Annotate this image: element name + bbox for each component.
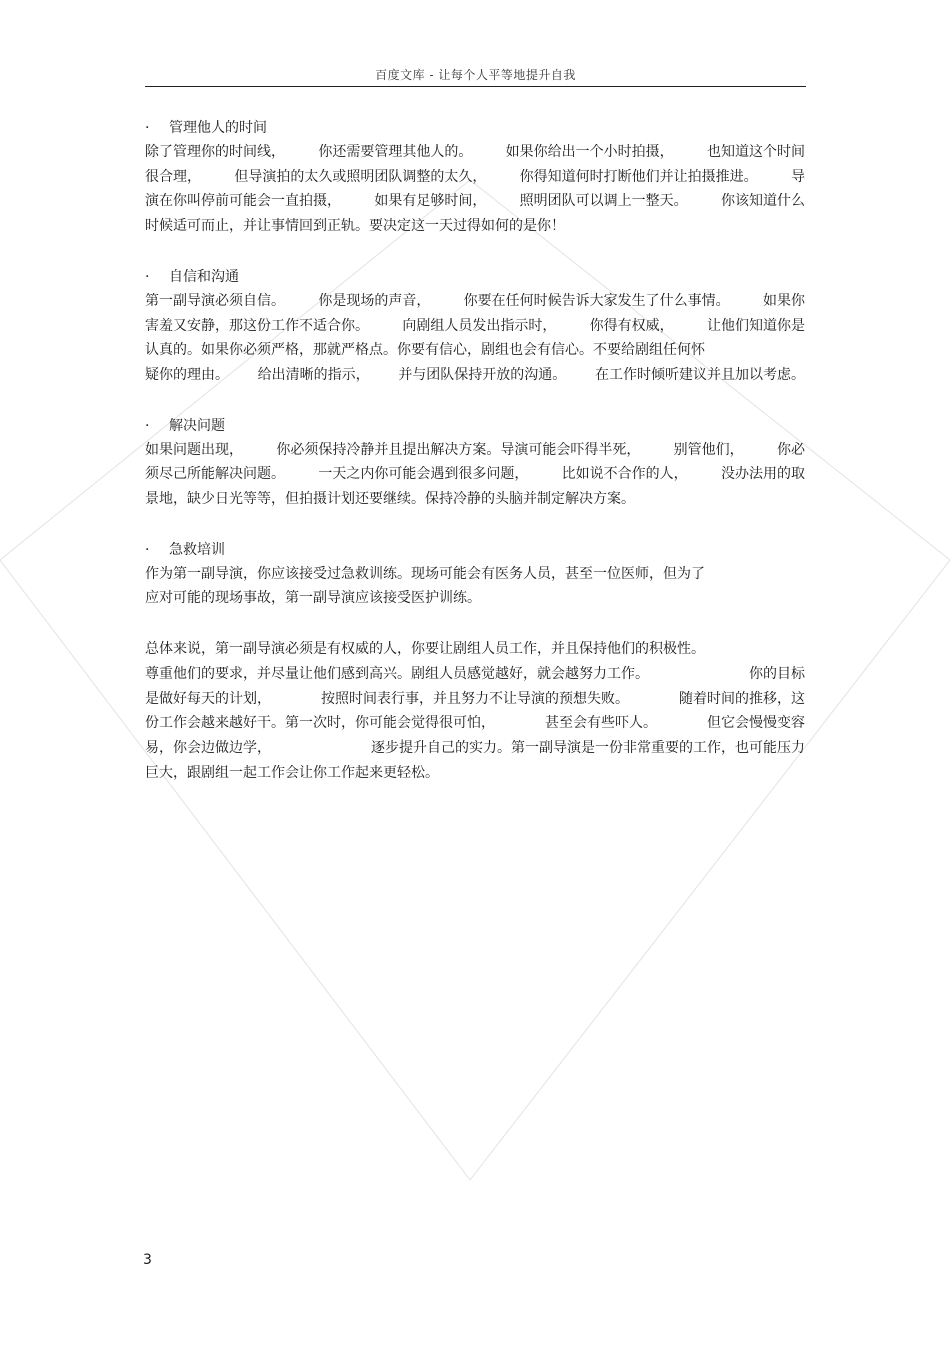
section xyxy=(145,116,805,239)
text-segment: 演在你叫停前可能会一直拍摄， xyxy=(145,193,341,210)
section-heading xyxy=(145,414,805,438)
text-segment: 你得有权威， xyxy=(589,317,674,334)
bullet-icon: · xyxy=(145,120,150,136)
paragraph-line xyxy=(145,289,805,314)
paragraph-line xyxy=(145,214,805,239)
paragraph-line xyxy=(145,462,805,487)
section-title: 解决问题 xyxy=(169,417,225,434)
text-segment: 但它会慢慢变容 xyxy=(707,715,805,732)
text-segment: 你得知道何时打断他们并让拍摄推进。 xyxy=(519,168,758,185)
bullet-icon: · xyxy=(145,541,150,558)
text-segment: 逐步提升自己的实力。第一副导演是一份非常重要的工作，也可能压力 xyxy=(371,739,805,756)
text-segment: 认真的。如果你必须严格，那就严格点。你要有信心，剧组也会有信心。不要给剧组任何怀 xyxy=(145,342,705,359)
paragraph-line xyxy=(145,487,805,512)
section-title: 管理他人的时间 xyxy=(169,120,267,136)
text-segment: 景地，缺少日光等等，但拍摄计划还要继续。保持冷静的头脑并制定解决方案。 xyxy=(145,491,635,508)
document-body xyxy=(145,116,805,811)
text-segment: 须尽己所能解决问题。 xyxy=(145,466,285,483)
text-segment: 如果你 xyxy=(762,292,805,309)
section-heading xyxy=(145,116,805,140)
paragraph-line xyxy=(145,662,805,687)
text-segment: 如果你给出一个小时拍摄， xyxy=(505,144,674,160)
header-divider xyxy=(145,86,806,87)
paragraph-line xyxy=(145,586,805,611)
text-segment: 害羞又安静，那这份工作不适合你。 xyxy=(145,317,369,334)
text-segment: 你必 xyxy=(776,441,805,458)
section-title: 急救培训 xyxy=(169,541,225,558)
text-segment: 巨大，跟剧组一起工作会让你工作起来更轻松。 xyxy=(145,764,439,781)
text-segment: 很合理， xyxy=(145,168,201,185)
section xyxy=(145,538,805,611)
paragraph-line xyxy=(145,562,805,587)
section xyxy=(145,414,805,512)
text-segment: 导 xyxy=(790,168,805,185)
text-segment: 在工作时倾听建议并且加以考虑。 xyxy=(594,366,805,383)
text-segment: 第一副导演必须自信。 xyxy=(145,292,285,309)
paragraph-line xyxy=(145,687,805,712)
text-segment: 你该知道什么 xyxy=(720,193,805,210)
page-number: 3 xyxy=(143,1252,152,1268)
text-segment: 随着时间的推移，这 xyxy=(679,690,805,707)
paragraph-line xyxy=(145,165,805,190)
text-segment: 没办法用的取 xyxy=(720,466,805,483)
section xyxy=(145,637,805,785)
text-segment: 作为第一副导演，你应该接受过急救训练。现场可能会有医务人员，甚至一位医师，但为了 xyxy=(145,565,705,582)
page-header: 百度文库 - 让每个人平等地提升自我 xyxy=(375,68,576,82)
text-segment: 但导演拍的太久或照明团队调整的太久， xyxy=(234,168,487,185)
section-heading xyxy=(145,538,805,562)
paragraph-line xyxy=(145,140,805,165)
text-segment: 并与团队保持开放的沟通。 xyxy=(398,366,567,383)
paragraph-line xyxy=(145,363,805,388)
text-segment: 你必须保持冷静并且提出解决方案。导演可能会吓得半死， xyxy=(276,441,641,458)
paragraph-line xyxy=(145,637,805,662)
text-segment: 比如说不合作的人， xyxy=(561,466,688,483)
section-heading xyxy=(145,265,805,289)
bullet-icon: · xyxy=(145,417,150,434)
text-segment: 你的目标 xyxy=(749,665,805,682)
text-segment: 按照时间表行事，并且努力不让导演的预想失败。 xyxy=(321,690,629,707)
text-segment: 照明团队可以调上一整天。 xyxy=(519,193,688,210)
paragraph-line xyxy=(145,338,805,363)
text-segment: 你还需要管理其他人的。 xyxy=(318,144,473,160)
section-title: 自信和沟通 xyxy=(169,268,239,285)
text-segment: 你要在任何时候告诉大家发生了什么事情。 xyxy=(463,292,730,309)
text-segment: 你是现场的声音， xyxy=(318,292,431,309)
text-segment: 甚至会有些吓人。 xyxy=(545,715,657,732)
text-segment: 份工作会越来越好干。第一次时，你可能会觉得很可怕， xyxy=(145,715,495,732)
text-segment: 一天之内你可能会遇到很多问题， xyxy=(318,466,529,483)
section xyxy=(145,265,805,388)
text-segment: 如果有足够时间， xyxy=(374,193,487,210)
paragraph-line xyxy=(145,736,805,761)
text-segment: 也知道这个时间 xyxy=(706,144,805,160)
text-segment: 应对可能的现场事故，第一副导演应该接受医护训练。 xyxy=(145,590,481,607)
text-segment: 给出清晰的指示， xyxy=(257,366,370,383)
bullet-icon: · xyxy=(145,268,150,285)
paragraph-line xyxy=(145,761,805,786)
text-segment: 向剧组人员发出指示时， xyxy=(402,317,557,334)
text-segment: 总体来说，第一副导演必须是有权威的人，你要让剧组人员工作，并且保持他们的积极性。 xyxy=(145,641,705,658)
paragraph-line xyxy=(145,711,805,736)
text-segment: 尊重他们的要求，并尽量让他们感到高兴。剧组人员感觉越好，就会越努力工作。 xyxy=(145,665,649,682)
paragraph-line xyxy=(145,314,805,339)
text-segment: 让他们知道你是 xyxy=(706,317,805,334)
text-segment: 如果问题出现， xyxy=(145,441,243,458)
text-segment: 易，你会边做边学， xyxy=(145,739,271,756)
paragraph-line xyxy=(145,438,805,463)
text-segment: 别管他们， xyxy=(673,441,744,458)
paragraph-line xyxy=(145,189,805,214)
text-segment: 除了管理你的时间线， xyxy=(145,144,285,160)
text-segment: 疑你的理由。 xyxy=(145,366,229,383)
text-segment: 时候适可而止，并让事情回到正轨。要决定这一天过得如何的是你！ xyxy=(145,218,565,235)
text-segment: 是做好每天的计划， xyxy=(145,690,271,707)
